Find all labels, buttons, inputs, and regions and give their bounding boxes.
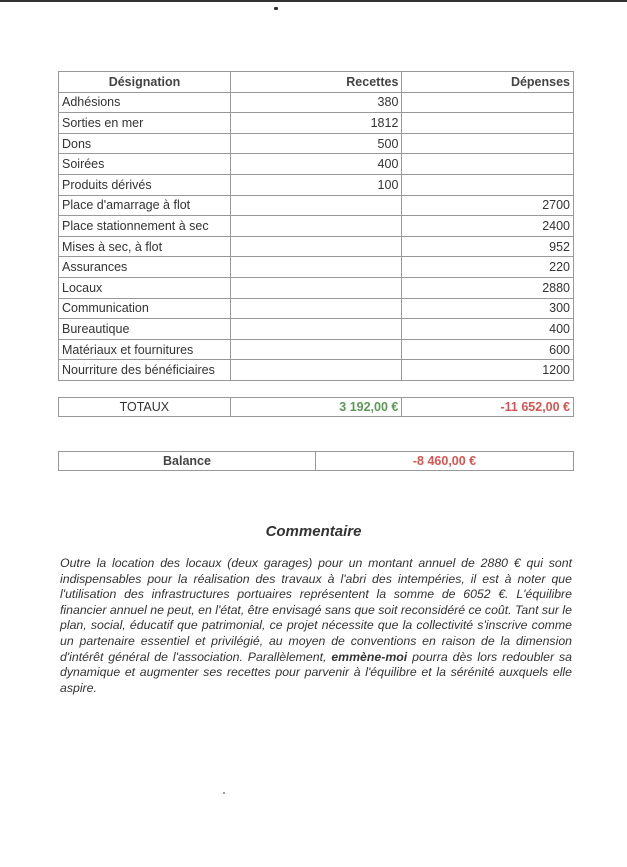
table-row xyxy=(59,257,574,278)
cell-designation: Mises à sec, à flot xyxy=(59,236,231,257)
cell-recettes: 400 xyxy=(230,154,401,175)
budget-table xyxy=(58,71,574,381)
cell-depenses: 2700 xyxy=(402,195,574,216)
cell-recettes xyxy=(230,298,401,319)
cell-depenses: 400 xyxy=(402,319,574,340)
cell-depenses: 600 xyxy=(402,339,574,360)
comment-text-2: pourra dès lors redoubler sa dynamique et augmenter ses recettes pour parvenir à l'équilibre et la sérénité auxquels elle aspire. xyxy=(60,649,572,695)
cell-recettes xyxy=(230,236,401,257)
cell-depenses: 952 xyxy=(402,236,574,257)
balance-label: Balance xyxy=(59,452,316,471)
scan-speck xyxy=(223,792,225,794)
cell-designation: Assurances xyxy=(59,257,231,278)
cell-designation: Communication xyxy=(59,298,231,319)
comment-body xyxy=(60,556,572,696)
cell-designation: Sorties en mer xyxy=(59,113,231,134)
totals-label: TOTAUX xyxy=(59,398,231,417)
cell-depenses xyxy=(402,113,574,134)
header-depenses: Dépenses xyxy=(402,72,574,93)
cell-recettes: 1812 xyxy=(230,113,401,134)
balance-value: -8 460,00 € xyxy=(316,452,574,471)
comment-title: Commentaire xyxy=(265,523,362,540)
table-row xyxy=(59,92,574,113)
header-designation: Désignation xyxy=(59,72,231,93)
cell-designation: Nourriture des bénéficiaires xyxy=(59,360,231,381)
table-row xyxy=(59,133,574,154)
balance-table xyxy=(58,451,574,471)
cell-designation: Locaux xyxy=(59,277,231,298)
cell-designation: Adhésions xyxy=(59,92,231,113)
cell-recettes: 500 xyxy=(230,133,401,154)
totals-table xyxy=(58,397,574,417)
cell-designation: Dons xyxy=(59,133,231,154)
table-row xyxy=(59,174,574,195)
table-row xyxy=(59,113,574,134)
page-top-border xyxy=(0,0,627,2)
table-header-row xyxy=(59,72,574,93)
table-row xyxy=(59,360,574,381)
cell-recettes xyxy=(230,339,401,360)
table-row xyxy=(59,195,574,216)
cell-designation: Place stationnement à sec xyxy=(59,216,231,237)
totals-row xyxy=(59,398,574,417)
cell-depenses: 300 xyxy=(402,298,574,319)
cell-recettes xyxy=(230,195,401,216)
table-row xyxy=(59,339,574,360)
cell-recettes xyxy=(230,360,401,381)
totals-depenses: -11 652,00 € xyxy=(402,398,574,417)
cell-recettes: 100 xyxy=(230,174,401,195)
cell-depenses: 1200 xyxy=(402,360,574,381)
table-row xyxy=(59,298,574,319)
table-row xyxy=(59,277,574,298)
cell-depenses xyxy=(402,174,574,195)
balance-row xyxy=(59,452,574,471)
table-row xyxy=(59,319,574,340)
table-row xyxy=(59,236,574,257)
cell-depenses: 2880 xyxy=(402,277,574,298)
header-recettes: Recettes xyxy=(230,72,401,93)
cell-designation: Soirées xyxy=(59,154,231,175)
association-name: emmène-moi xyxy=(331,649,408,664)
cell-depenses: 220 xyxy=(402,257,574,278)
cell-depenses xyxy=(402,154,574,175)
cell-depenses xyxy=(402,92,574,113)
cell-depenses xyxy=(402,133,574,154)
cell-designation: Matériaux et fournitures xyxy=(59,339,231,360)
scan-mark xyxy=(274,7,278,10)
table-row xyxy=(59,154,574,175)
comment-text-1: Outre la location des locaux (deux garages) pour un montant annuel de 2880 € qui sont indispensables pour la réalisation des travaux à l'abri des intempéries, il est à noter que l'utilisation des infrastructures portuaires représentent la somme de 6052 €. L'équilibre financier annuel ne peut, en l'état, être envisagé sans que soit reconsidéré ce coût. Tant sur le plan, social, éducatif que patrimonial, ce projet nécessite que la collectivité s'inscrive comme un partenaire essentiel et privilégié, au moyen de conventions en raison de la dimension d'intérêt général de l'association. Parallèlement, xyxy=(60,556,572,664)
cell-recettes xyxy=(230,277,401,298)
cell-designation: Place d'amarrage à flot xyxy=(59,195,231,216)
cell-designation: Produits dérivés xyxy=(59,174,231,195)
cell-recettes xyxy=(230,319,401,340)
table-row xyxy=(59,216,574,237)
totals-recettes: 3 192,00 € xyxy=(230,398,402,417)
cell-recettes: 380 xyxy=(230,92,401,113)
cell-recettes xyxy=(230,216,401,237)
cell-designation: Bureautique xyxy=(59,319,231,340)
cell-depenses: 2400 xyxy=(402,216,574,237)
cell-recettes xyxy=(230,257,401,278)
